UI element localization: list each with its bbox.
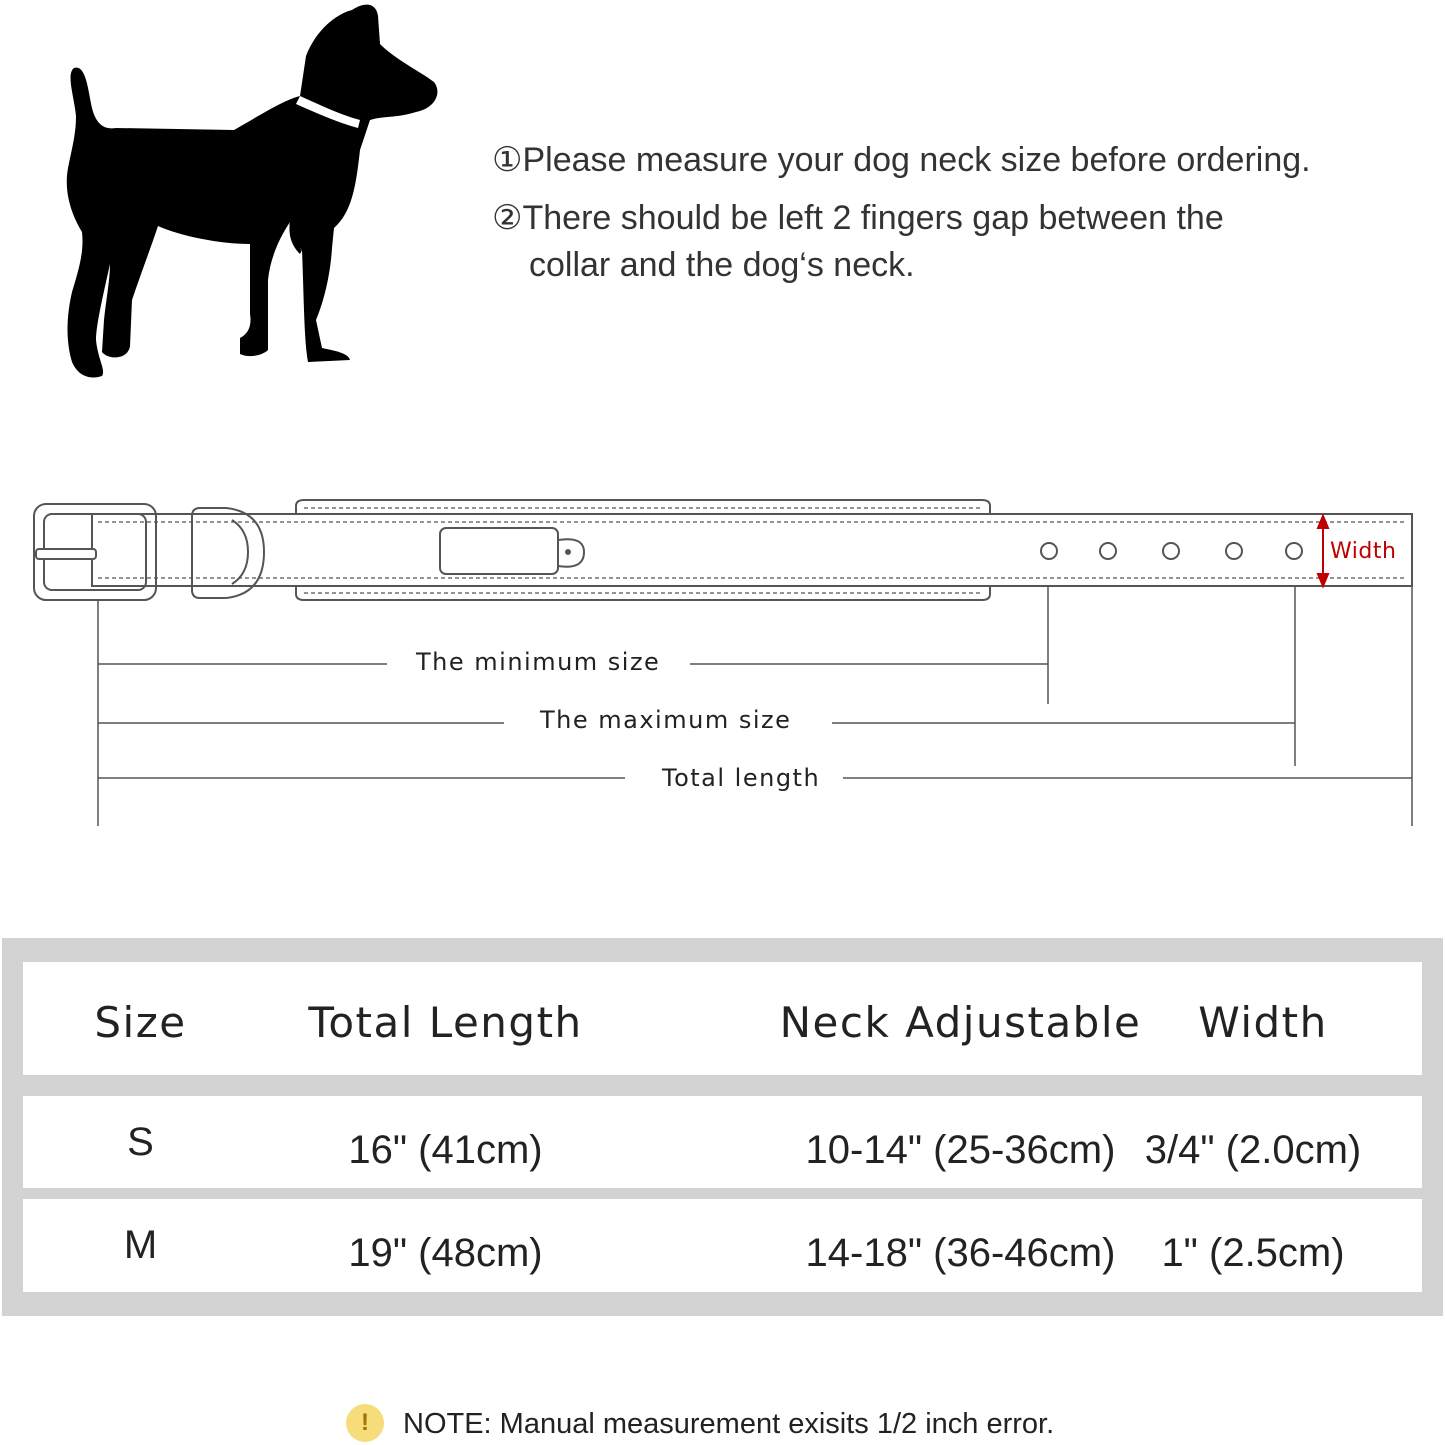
- header-size: Size: [94, 998, 187, 1047]
- step-2-marker: ②: [492, 198, 523, 238]
- note-text: NOTE: Manual measurement exisits 1/2 inch error.: [403, 1408, 1055, 1440]
- warning-glyph: !: [361, 1409, 369, 1436]
- minimum-size-label: The minimum size: [416, 648, 661, 676]
- cell-neck-adjustable: 10-14" (25-36cm): [805, 1127, 1116, 1172]
- width-label: Width: [1330, 539, 1397, 564]
- total-length-label: Total length: [662, 764, 821, 792]
- table-row: [23, 1199, 1422, 1292]
- maximum-size-label: The maximum size: [540, 706, 792, 734]
- header-neck-adjustable: Neck Adjustable: [779, 998, 1142, 1047]
- header-total-length: Total Length: [308, 998, 583, 1047]
- size-table-header-row: [23, 962, 1422, 1075]
- cell-width: 1" (2.5cm): [1161, 1231, 1345, 1275]
- instruction-1: [492, 138, 1311, 182]
- table-row: [23, 1096, 1422, 1188]
- collar-strap: [92, 514, 1412, 586]
- step-1-marker: ①: [492, 140, 523, 180]
- name-tag: [440, 528, 558, 574]
- cell-size: M: [123, 1223, 158, 1267]
- header-width: Width: [1198, 998, 1328, 1047]
- cell-neck-adjustable: 14-18" (36-46cm): [805, 1231, 1116, 1275]
- cell-width: 3/4" (2.0cm): [1144, 1127, 1362, 1172]
- cell-total-length: 16" (41cm): [348, 1127, 543, 1172]
- dog-silhouette-icon: [40, 0, 460, 390]
- cell-size: S: [127, 1119, 154, 1164]
- instruction-2: [492, 196, 1224, 240]
- warning-icon: [346, 1404, 384, 1442]
- cell-total-length: 19" (48cm): [348, 1231, 543, 1275]
- instruction-1-text: Please measure your dog neck size before ordering.: [522, 141, 1311, 179]
- instruction-2-text-line2: collar and the dog‘s neck.: [529, 246, 915, 284]
- instruction-2-text-line1: There should be left 2 fingers gap between the: [522, 199, 1224, 237]
